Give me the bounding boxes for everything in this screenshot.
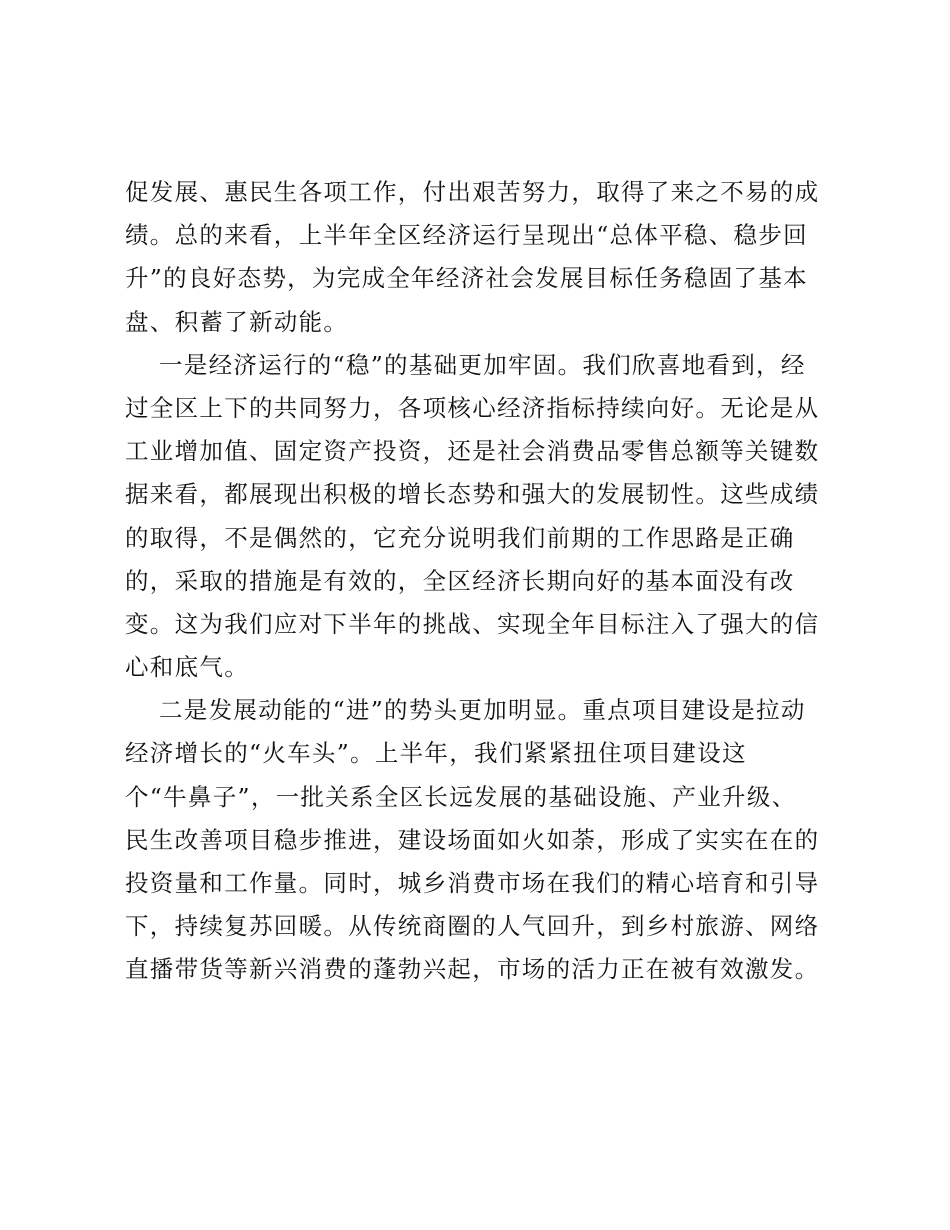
text-line: 过全区上下的共同努力，各项核心经济指标持续向好。无论是从 — [125, 393, 820, 422]
text-line: 的取得，不是偶然的，它充分说明我们前期的工作思路是正确 — [125, 523, 795, 552]
text-line: 经济增长的“火车头”。上半年，我们紧紧扭住项目建设这 — [125, 739, 747, 768]
text-line: 促发展、惠民生各项工作，付出艰苦努力，取得了来之不易的成 — [125, 178, 820, 206]
text-line: 下，持续复苏回暖。从传统商圈的人气回升，到乡村旅游、网络 — [125, 912, 820, 941]
text-line: 工业增加值、固定资产投资，还是社会消费品零售总额等关键数 — [125, 437, 820, 466]
text-line: 升”的良好态势，为完成全年经济社会发展目标任务稳固了基本 — [125, 264, 808, 293]
text-line: 投资量和工作量。同时，城乡消费市场在我们的精心培育和引导 — [125, 869, 820, 897]
text-line: 直播带货等新兴消费的蓬勃兴起，市场的活力正在被有效激发。 — [125, 955, 820, 984]
text-line: 的，采取的措施是有效的，全区经济长期向好的基本面没有改 — [125, 566, 795, 595]
text-line: 民生改善项目稳步推进，建设场面如火如荼，形成了实实在在的 — [125, 825, 820, 854]
text-line: 心和底气。 — [125, 653, 249, 682]
text-line: 盘、积蓄了新动能。 — [125, 307, 349, 336]
text-line: 个“牛鼻子”，一批关系全区长远发展的基础设施、产业升级、 — [125, 782, 797, 811]
paragraph-first-line: 一是经济运行的“稳”的基础更加牢固。我们欣喜地看到，经 — [159, 350, 806, 379]
text-line: 绩。总的来看，上半年全区经济运行呈现出“总体平稳、稳步回 — [125, 221, 808, 250]
body-text — [125, 171, 835, 992]
text-line: 变。这为我们应对下半年的挑战、实现全年目标注入了强大的信 — [125, 609, 820, 638]
text-line: 据来看，都展现出积极的增长态势和强大的发展韧性。这些成绩 — [125, 480, 820, 509]
paragraph-first-line: 二是发展动能的“进”的势头更加明显。重点项目建设是拉动 — [159, 696, 806, 725]
